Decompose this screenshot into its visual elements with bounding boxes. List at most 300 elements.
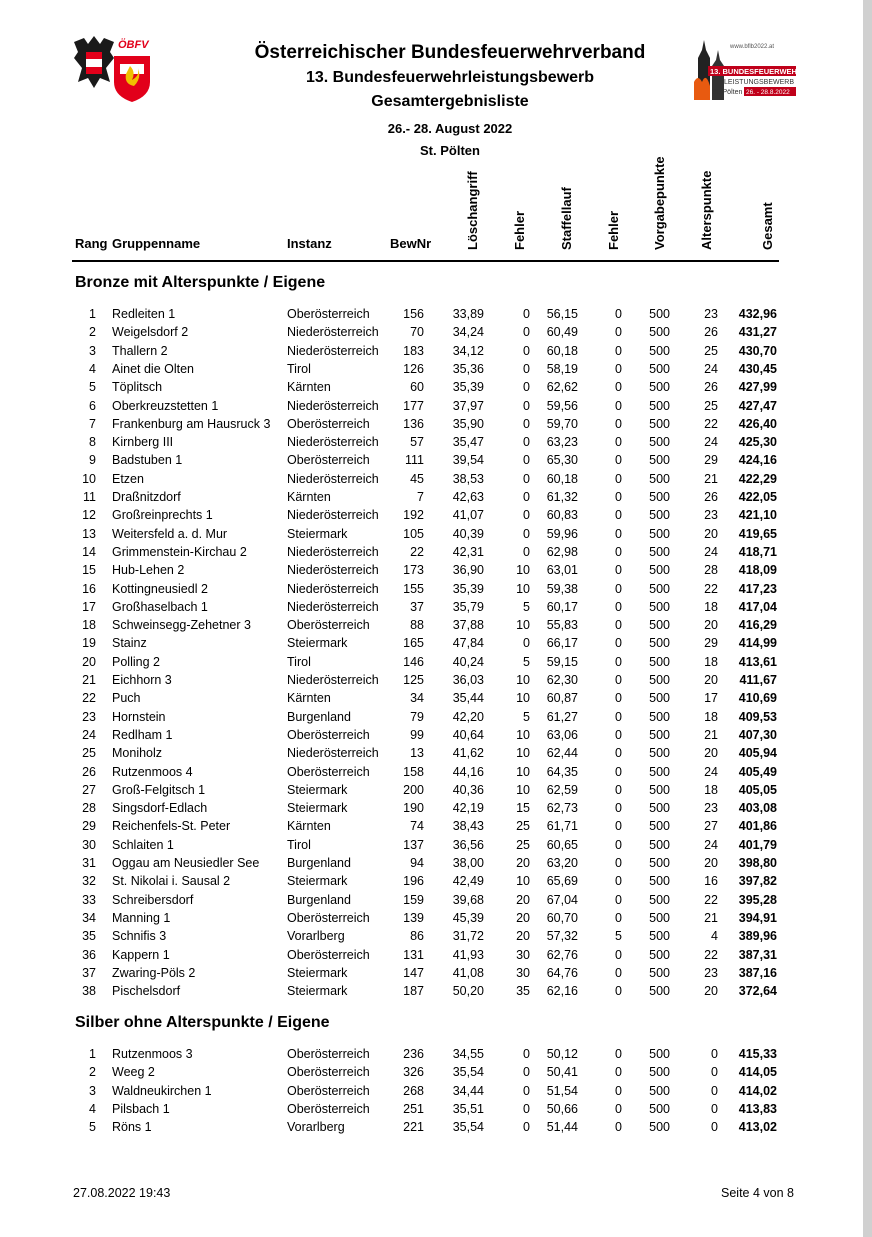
alterspunkte-cell: 21 xyxy=(704,471,718,486)
oebfv-logo xyxy=(70,34,158,104)
bewnr-cell: 187 xyxy=(403,984,424,999)
vorgabepunkte-cell: 500 xyxy=(649,508,670,523)
loeschangriff-cell: 36,03 xyxy=(452,673,484,687)
gesamt-cell: 419,65 xyxy=(738,526,777,541)
vorgabepunkte-cell: 500 xyxy=(649,435,670,450)
col-gesamt: Gesamt xyxy=(760,202,775,250)
staffellauf-cell: 62,62 xyxy=(546,380,578,395)
loeschangriff-cell: 35,90 xyxy=(452,416,484,431)
rang-cell: 1 xyxy=(89,1047,96,1061)
staffellauf-cell: 62,59 xyxy=(546,782,578,797)
bewnr-cell: 45 xyxy=(410,471,424,486)
loeschangriff-cell: 42,31 xyxy=(452,544,484,559)
svg-text:St. Pölten: St. Pölten xyxy=(712,89,743,96)
alterspunkte-cell: 28 xyxy=(704,563,718,578)
alterspunkte-cell: 23 xyxy=(704,801,718,816)
table-row xyxy=(0,836,863,854)
gesamt-cell: 401,79 xyxy=(738,837,777,852)
bewnr-cell: 125 xyxy=(403,673,424,687)
loeschangriff-cell: 40,39 xyxy=(452,526,484,541)
staffellauf-cell: 59,56 xyxy=(546,398,578,413)
gesamt-cell: 422,05 xyxy=(738,490,777,504)
fehler-2-cell: 0 xyxy=(615,984,622,999)
gesamt-cell: 407,30 xyxy=(738,727,777,742)
rang-cell: 36 xyxy=(82,947,96,962)
fehler-1-cell: 35 xyxy=(516,984,530,999)
gruppenname-cell: Waldneukirchen 1 xyxy=(112,1083,212,1098)
gesamt-cell: 410,69 xyxy=(738,691,777,706)
rang-cell: 18 xyxy=(82,618,96,633)
fehler-1-cell: 0 xyxy=(523,307,530,321)
alterspunkte-cell: 26 xyxy=(704,490,718,504)
gruppenname-cell: Grimmenstein-Kirchau 2 xyxy=(112,544,247,559)
vorgabepunkte-cell: 500 xyxy=(649,929,670,944)
gruppenname-cell: Zwaring-Pöls 2 xyxy=(112,965,196,980)
table-row xyxy=(0,415,863,433)
fehler-2-cell: 0 xyxy=(615,910,622,925)
instanz-cell: Oberösterreich xyxy=(287,1047,370,1061)
loeschangriff-cell: 33,89 xyxy=(452,307,484,321)
bewnr-cell: 155 xyxy=(403,581,424,596)
fehler-2-cell: 0 xyxy=(615,874,622,889)
staffellauf-cell: 56,15 xyxy=(546,307,578,321)
fehler-1-cell: 5 xyxy=(523,709,530,724)
instanz-cell: Niederösterreich xyxy=(287,746,379,761)
instanz-cell: Niederösterreich xyxy=(287,325,379,340)
vorgabepunkte-cell: 500 xyxy=(649,1047,670,1061)
alterspunkte-cell: 24 xyxy=(704,361,718,376)
staffellauf-cell: 65,30 xyxy=(546,453,578,468)
table-row xyxy=(0,653,863,671)
bewnr-cell: 251 xyxy=(403,1101,424,1116)
gruppenname-cell: Polling 2 xyxy=(112,654,160,669)
gesamt-cell: 414,05 xyxy=(738,1065,777,1080)
fehler-1-cell: 0 xyxy=(523,343,530,358)
fehler-2-cell: 0 xyxy=(615,1083,622,1098)
bewnr-cell: 88 xyxy=(410,618,424,633)
alterspunkte-cell: 23 xyxy=(704,307,718,321)
gesamt-cell: 409,53 xyxy=(738,709,777,724)
bewnr-cell: 326 xyxy=(403,1065,424,1080)
fehler-1-cell: 0 xyxy=(523,636,530,651)
gesamt-cell: 405,49 xyxy=(738,764,777,779)
loeschangriff-cell: 39,54 xyxy=(452,453,484,468)
col-rang: Rang xyxy=(75,236,108,251)
vorgabepunkte-cell: 500 xyxy=(649,307,670,321)
fehler-2-cell: 0 xyxy=(615,325,622,340)
bewnr-cell: 177 xyxy=(403,398,424,413)
vorgabepunkte-cell: 500 xyxy=(649,325,670,340)
fehler-1-cell: 20 xyxy=(516,910,530,925)
bewnr-cell: 34 xyxy=(410,691,424,706)
vorgabepunkte-cell: 500 xyxy=(649,856,670,870)
vorgabepunkte-cell: 500 xyxy=(649,673,670,687)
fehler-2-cell: 0 xyxy=(615,654,622,669)
loeschangriff-cell: 42,20 xyxy=(452,709,484,724)
fehler-2-cell: 0 xyxy=(615,1101,622,1116)
vorgabepunkte-cell: 500 xyxy=(649,837,670,852)
staffellauf-cell: 60,17 xyxy=(546,599,578,614)
fehler-1-cell: 10 xyxy=(516,691,530,706)
staffellauf-cell: 60,83 xyxy=(546,508,578,523)
vorgabepunkte-cell: 500 xyxy=(649,746,670,761)
gesamt-cell: 425,30 xyxy=(738,435,777,450)
gruppenname-cell: Töplitsch xyxy=(112,380,163,395)
table-row xyxy=(0,964,863,982)
bewnr-cell: 7 xyxy=(417,490,424,504)
staffellauf-cell: 57,32 xyxy=(546,929,578,944)
fehler-1-cell: 0 xyxy=(523,361,530,376)
rang-cell: 31 xyxy=(82,856,96,870)
instanz-cell: Oberösterreich xyxy=(287,764,370,779)
fehler-2-cell: 0 xyxy=(615,727,622,742)
vorgabepunkte-cell: 500 xyxy=(649,1065,670,1080)
gruppenname-cell: Rutzenmoos 4 xyxy=(112,764,193,779)
fehler-2-cell: 0 xyxy=(615,947,622,962)
table-row xyxy=(0,781,863,799)
rang-cell: 22 xyxy=(82,691,96,706)
bewnr-cell: 74 xyxy=(410,819,424,834)
fehler-1-cell: 10 xyxy=(516,764,530,779)
gruppenname-cell: Schlaiten 1 xyxy=(112,837,174,852)
gesamt-cell: 413,61 xyxy=(738,654,777,669)
vorgabepunkte-cell: 500 xyxy=(649,343,670,358)
table-row xyxy=(0,1045,863,1063)
bewnr-cell: 37 xyxy=(410,599,424,614)
gruppenname-cell: Schnifis 3 xyxy=(112,929,167,944)
fehler-1-cell: 0 xyxy=(523,471,530,486)
loeschangriff-cell: 34,44 xyxy=(452,1083,484,1098)
rang-cell: 33 xyxy=(82,892,96,907)
staffellauf-cell: 59,70 xyxy=(546,416,578,431)
table-row xyxy=(0,433,863,451)
staffellauf-cell: 50,12 xyxy=(546,1047,578,1061)
vorgabepunkte-cell: 500 xyxy=(649,361,670,376)
rang-cell: 3 xyxy=(89,343,96,358)
vorgabepunkte-cell: 500 xyxy=(649,544,670,559)
instanz-cell: Oberösterreich xyxy=(287,1083,370,1098)
instanz-cell: Kärnten xyxy=(287,380,331,395)
staffellauf-cell: 61,71 xyxy=(546,819,578,834)
instanz-cell: Niederösterreich xyxy=(287,471,379,486)
gesamt-cell: 430,45 xyxy=(738,361,777,376)
gruppenname-cell: Puch xyxy=(112,691,141,706)
rang-cell: 15 xyxy=(82,563,96,578)
vorgabepunkte-cell: 500 xyxy=(649,636,670,651)
instanz-cell: Tirol xyxy=(287,654,311,669)
vorgabepunkte-cell: 500 xyxy=(649,1101,670,1116)
alterspunkte-cell: 21 xyxy=(704,910,718,925)
gruppenname-cell: Draßnitzdorf xyxy=(112,490,181,504)
gruppenname-cell: Hornstein xyxy=(112,709,166,724)
bewnr-cell: 131 xyxy=(403,947,424,962)
vorgabepunkte-cell: 500 xyxy=(649,453,670,468)
gesamt-cell: 398,80 xyxy=(738,856,777,870)
fire-shield-icon xyxy=(114,56,150,102)
fehler-2-cell: 0 xyxy=(615,801,622,816)
vorgabepunkte-cell: 500 xyxy=(649,416,670,431)
vorgabepunkte-cell: 500 xyxy=(649,892,670,907)
instanz-cell: Oberösterreich xyxy=(287,307,370,321)
fehler-1-cell: 0 xyxy=(523,490,530,504)
table-row xyxy=(0,323,863,341)
instanz-cell: Burgenland xyxy=(287,856,351,870)
rang-cell: 17 xyxy=(82,599,96,614)
fehler-2-cell: 5 xyxy=(615,929,622,944)
loeschangriff-cell: 34,24 xyxy=(452,325,484,340)
instanz-cell: Vorarlberg xyxy=(287,929,345,944)
staffellauf-cell: 51,44 xyxy=(546,1120,578,1135)
gruppenname-cell: Stainz xyxy=(112,636,147,651)
alterspunkte-cell: 22 xyxy=(704,416,718,431)
gesamt-cell: 414,02 xyxy=(738,1083,777,1098)
alterspunkte-cell: 20 xyxy=(704,673,718,687)
alterspunkte-cell: 24 xyxy=(704,435,718,450)
vorgabepunkte-cell: 500 xyxy=(649,581,670,596)
gesamt-cell: 432,96 xyxy=(738,307,777,321)
gruppenname-cell: Großhaselbach 1 xyxy=(112,599,208,614)
staffellauf-cell: 63,20 xyxy=(546,856,578,870)
table-row xyxy=(0,946,863,964)
gesamt-cell: 417,23 xyxy=(738,581,777,596)
table-row xyxy=(0,671,863,689)
gruppenname-cell: Weeg 2 xyxy=(112,1065,155,1080)
fehler-2-cell: 0 xyxy=(615,691,622,706)
rang-cell: 13 xyxy=(82,526,96,541)
instanz-cell: Kärnten xyxy=(287,490,331,504)
instanz-cell: Oberösterreich xyxy=(287,1065,370,1080)
alterspunkte-cell: 20 xyxy=(704,984,718,999)
loeschangriff-cell: 39,68 xyxy=(452,892,484,907)
fehler-1-cell: 0 xyxy=(523,325,530,340)
gesamt-cell: 405,94 xyxy=(738,746,777,761)
gesamt-cell: 421,10 xyxy=(738,508,777,523)
instanz-cell: Oberösterreich xyxy=(287,947,370,962)
instanz-cell: Oberösterreich xyxy=(287,618,370,633)
rang-cell: 29 xyxy=(82,819,96,834)
instanz-cell: Steiermark xyxy=(287,874,348,889)
rang-cell: 11 xyxy=(83,490,96,504)
gesamt-cell: 387,31 xyxy=(738,947,777,962)
fehler-2-cell: 0 xyxy=(615,490,622,504)
event-date: 26.- 28. August 2022 xyxy=(387,121,513,136)
staffellauf-cell: 58,19 xyxy=(546,361,578,376)
bewnr-cell: 126 xyxy=(403,361,424,376)
alterspunkte-cell: 0 xyxy=(711,1101,718,1116)
rang-cell: 25 xyxy=(82,746,96,761)
fehler-1-cell: 10 xyxy=(516,673,530,687)
vorgabepunkte-cell: 500 xyxy=(649,471,670,486)
loeschangriff-cell: 35,54 xyxy=(452,1120,484,1135)
table-row xyxy=(0,817,863,835)
loeschangriff-cell: 35,44 xyxy=(452,691,484,706)
staffellauf-cell: 62,16 xyxy=(546,984,578,999)
table-row xyxy=(0,342,863,360)
instanz-cell: Vorarlberg xyxy=(287,1120,345,1135)
gruppenname-cell: Redlham 1 xyxy=(112,727,173,742)
table-row xyxy=(0,854,863,872)
loeschangriff-cell: 41,93 xyxy=(452,947,484,962)
staffellauf-cell: 62,98 xyxy=(546,544,578,559)
loeschangriff-cell: 36,56 xyxy=(452,837,484,852)
fehler-2-cell: 0 xyxy=(615,435,622,450)
staffellauf-cell: 62,76 xyxy=(546,947,578,962)
bewnr-cell: 156 xyxy=(403,307,424,321)
alterspunkte-cell: 22 xyxy=(704,581,718,596)
loeschangriff-cell: 42,49 xyxy=(452,874,484,889)
rang-cell: 8 xyxy=(89,435,96,450)
fehler-2-cell: 0 xyxy=(615,764,622,779)
rang-cell: 27 xyxy=(82,782,96,797)
rang-cell: 14 xyxy=(82,544,96,559)
gesamt-cell: 411,67 xyxy=(739,673,777,687)
alterspunkte-cell: 18 xyxy=(704,599,718,614)
col-instanz: Instanz xyxy=(287,236,332,251)
table-row xyxy=(0,561,863,579)
gruppenname-cell: Pischelsdorf xyxy=(112,984,181,999)
rang-cell: 28 xyxy=(82,801,96,816)
bewnr-cell: 139 xyxy=(403,910,424,925)
fehler-1-cell: 10 xyxy=(516,746,530,761)
gruppenname-cell: Schweinsegg-Zehetner 3 xyxy=(112,618,251,633)
rang-cell: 10 xyxy=(82,471,96,486)
vorgabepunkte-cell: 500 xyxy=(649,563,670,578)
bewnr-cell: 173 xyxy=(403,563,424,578)
gruppenname-cell: Kirnberg III xyxy=(112,435,174,450)
table-row xyxy=(0,927,863,945)
fehler-2-cell: 0 xyxy=(615,856,622,870)
staffellauf-cell: 61,27 xyxy=(546,709,578,724)
staffellauf-cell: 62,44 xyxy=(546,746,578,761)
gesamt-cell: 416,29 xyxy=(738,618,777,633)
fehler-2-cell: 0 xyxy=(615,618,622,633)
table-row xyxy=(0,488,863,506)
alterspunkte-cell: 24 xyxy=(704,544,718,559)
fehler-1-cell: 0 xyxy=(523,416,530,431)
rang-cell: 3 xyxy=(89,1083,96,1098)
org-title: Österreichischer Bundesfeuerwehrverband xyxy=(254,42,646,63)
vorgabepunkte-cell: 500 xyxy=(649,398,670,413)
vorgabepunkte-cell: 500 xyxy=(649,709,670,724)
gruppenname-cell: Weitersfeld a. d. Mur xyxy=(112,526,228,541)
rang-cell: 26 xyxy=(82,764,96,779)
table-row xyxy=(0,744,863,762)
loeschangriff-cell: 35,54 xyxy=(452,1065,484,1080)
staffellauf-cell: 59,15 xyxy=(546,654,578,669)
gesamt-cell: 414,99 xyxy=(738,636,777,651)
alterspunkte-cell: 0 xyxy=(711,1083,718,1098)
alterspunkte-cell: 29 xyxy=(704,453,718,468)
vorgabepunkte-cell: 500 xyxy=(649,819,670,834)
table-row xyxy=(0,1100,863,1118)
fehler-2-cell: 0 xyxy=(615,746,622,761)
fehler-2-cell: 0 xyxy=(615,636,622,651)
alterspunkte-cell: 23 xyxy=(704,965,718,980)
fehler-1-cell: 5 xyxy=(523,654,530,669)
bewnr-cell: 79 xyxy=(410,709,424,724)
table-row xyxy=(0,378,863,396)
alterspunkte-cell: 17 xyxy=(704,691,718,706)
rang-cell: 2 xyxy=(89,325,96,340)
fehler-1-cell: 20 xyxy=(516,856,530,870)
gruppenname-cell: St. Nikolai i. Sausal 2 xyxy=(112,874,231,889)
fehler-2-cell: 0 xyxy=(615,563,622,578)
gesamt-cell: 395,28 xyxy=(738,892,777,907)
gruppenname-cell: Kottingneusiedl 2 xyxy=(112,581,208,596)
loeschangriff-cell: 44,16 xyxy=(452,764,484,779)
event-place: St. Pölten xyxy=(420,143,480,158)
fehler-1-cell: 0 xyxy=(523,1083,530,1098)
bewnr-cell: 192 xyxy=(403,508,424,523)
gesamt-cell: 422,29 xyxy=(738,471,777,486)
fehler-2-cell: 0 xyxy=(615,471,622,486)
gruppenname-cell: Reichenfels-St. Peter xyxy=(112,819,231,834)
fehler-1-cell: 25 xyxy=(516,837,530,852)
table-row xyxy=(0,708,863,726)
gesamt-cell: 418,09 xyxy=(738,563,777,578)
gruppenname-cell: Groß-Felgitsch 1 xyxy=(112,782,206,797)
loeschangriff-cell: 38,43 xyxy=(452,819,484,834)
vorgabepunkte-cell: 500 xyxy=(649,874,670,889)
vorgabepunkte-cell: 500 xyxy=(649,965,670,980)
alterspunkte-cell: 25 xyxy=(704,398,718,413)
instanz-cell: Kärnten xyxy=(287,691,331,706)
loeschangriff-cell: 35,51 xyxy=(452,1101,484,1116)
loeschangriff-cell: 36,90 xyxy=(452,563,484,578)
table-row xyxy=(0,451,863,469)
col-alterspunkte: Alterspunkte xyxy=(699,170,714,250)
loeschangriff-cell: 35,36 xyxy=(452,361,484,376)
vorgabepunkte-cell: 500 xyxy=(649,654,670,669)
table-row xyxy=(0,982,863,1000)
instanz-cell: Steiermark xyxy=(287,636,348,651)
fehler-1-cell: 15 xyxy=(516,801,530,816)
fehler-1-cell: 10 xyxy=(516,874,530,889)
gesamt-cell: 431,27 xyxy=(738,325,777,340)
bewnr-cell: 86 xyxy=(410,929,424,944)
loeschangriff-cell: 35,39 xyxy=(452,380,484,395)
col-bewnr: BewNr xyxy=(390,236,432,251)
loeschangriff-cell: 41,62 xyxy=(452,746,484,761)
table-row xyxy=(0,543,863,561)
fehler-2-cell: 0 xyxy=(615,508,622,523)
alterspunkte-cell: 0 xyxy=(711,1047,718,1061)
loeschangriff-cell: 40,64 xyxy=(452,727,484,742)
gruppenname-cell: Großreinprechts 1 xyxy=(112,508,213,523)
fehler-1-cell: 0 xyxy=(523,380,530,395)
alterspunkte-cell: 18 xyxy=(704,782,718,797)
bewnr-cell: 165 xyxy=(403,636,424,651)
fehler-2-cell: 0 xyxy=(615,1065,622,1080)
rang-cell: 35 xyxy=(82,929,96,944)
gruppenname-cell: Manning 1 xyxy=(112,910,171,925)
col-gruppenname: Gruppenname xyxy=(112,236,201,251)
staffellauf-cell: 63,06 xyxy=(546,727,578,742)
rang-cell: 5 xyxy=(89,380,96,395)
bewnr-cell: 57 xyxy=(410,435,424,450)
table-row xyxy=(0,909,863,927)
rang-cell: 7 xyxy=(89,416,96,431)
alterspunkte-cell: 20 xyxy=(704,526,718,541)
fehler-2-cell: 0 xyxy=(615,1047,622,1061)
fehler-2-cell: 0 xyxy=(615,307,622,321)
rang-cell: 9 xyxy=(89,453,96,468)
loeschangriff-cell: 41,07 xyxy=(452,508,484,523)
vorgabepunkte-cell: 500 xyxy=(649,490,670,504)
bewnr-cell: 70 xyxy=(410,325,424,340)
instanz-cell: Niederösterreich xyxy=(287,398,379,413)
loeschangriff-cell: 45,39 xyxy=(452,910,484,925)
